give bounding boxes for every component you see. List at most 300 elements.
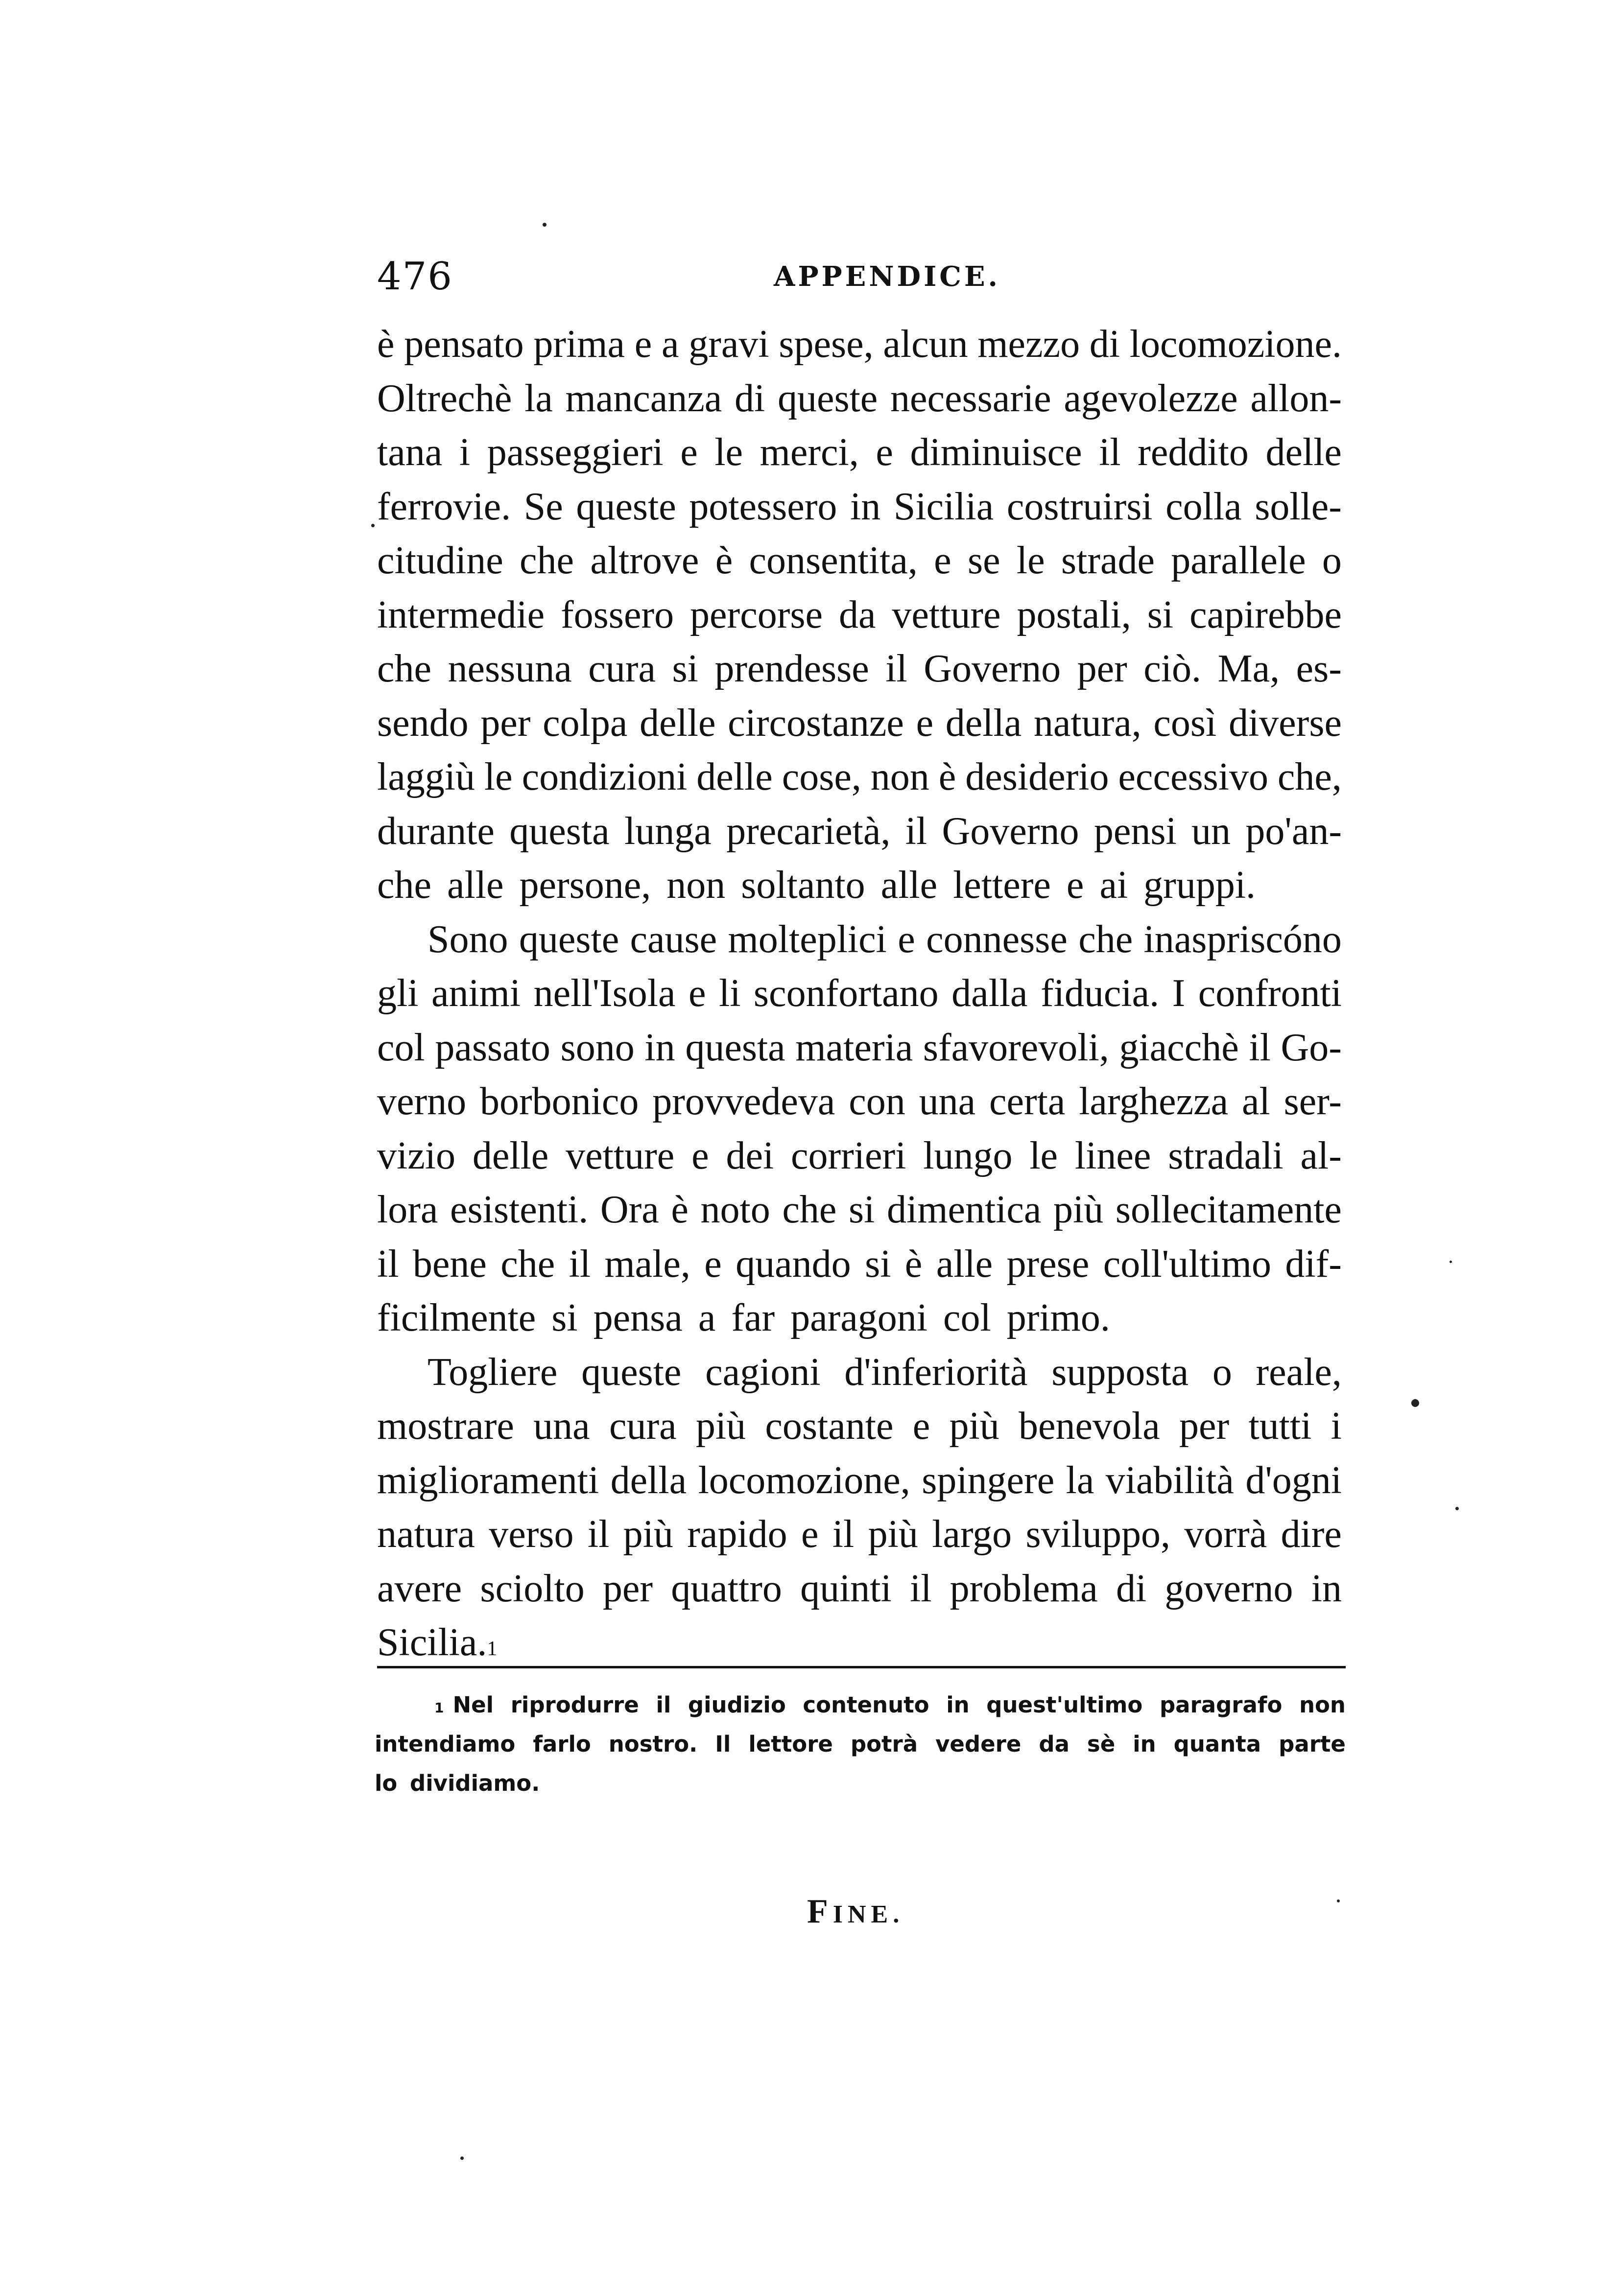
word: al	[1242, 1080, 1270, 1123]
word: dimentica	[886, 1188, 1042, 1231]
word: delle	[640, 701, 716, 745]
word: di	[1116, 1567, 1147, 1610]
word: tutti	[1248, 1405, 1312, 1448]
word: è	[938, 755, 956, 798]
text-line	[377, 534, 1342, 588]
word: e	[688, 972, 706, 1015]
word: da	[1039, 1731, 1069, 1757]
word: bene	[412, 1242, 487, 1286]
word: delle	[472, 1134, 549, 1177]
word: queste	[576, 485, 676, 528]
text-line	[377, 696, 1342, 750]
word: cura	[588, 647, 656, 690]
word: si	[849, 1188, 875, 1231]
word: sfavorevoli,	[923, 1026, 1109, 1069]
word: in	[850, 485, 881, 528]
word: verno	[377, 1080, 467, 1123]
word: sono	[560, 1026, 635, 1069]
word: questa	[685, 1026, 785, 1069]
word: parallele	[1171, 539, 1306, 582]
word: si	[865, 1242, 891, 1286]
word: noto	[700, 1188, 770, 1231]
word: sviluppo,	[1025, 1513, 1171, 1556]
word: farlo	[533, 1731, 591, 1757]
word: male,	[604, 1242, 690, 1286]
text-line	[377, 858, 1342, 913]
word: un	[1191, 809, 1231, 853]
word: costante	[765, 1405, 894, 1448]
word: mostrare	[377, 1405, 514, 1448]
body-text	[377, 317, 1342, 1670]
word: spingere	[922, 1458, 1055, 1502]
word: e	[934, 539, 951, 582]
word: borbonico	[480, 1080, 639, 1123]
footnote-line-start: 1 Nel	[434, 1686, 494, 1725]
word: sè	[1087, 1731, 1116, 1757]
word: i	[459, 431, 471, 474]
word: inaspriscóno	[1143, 917, 1342, 961]
word: lettore	[748, 1731, 833, 1757]
scan-speck	[460, 2156, 464, 2160]
word: Governo	[942, 809, 1079, 853]
word: primo.	[1006, 1296, 1110, 1339]
text-line	[377, 913, 1342, 967]
word: Se	[523, 485, 563, 528]
word: col	[377, 1026, 425, 1069]
word: pensa	[593, 1296, 698, 1339]
word: lo	[375, 1770, 410, 1796]
word: le	[1016, 539, 1045, 582]
word: dividiamo.	[410, 1770, 540, 1796]
word: diminuisce	[910, 431, 1082, 474]
word: il	[1099, 431, 1121, 474]
footnote	[375, 1686, 1346, 1803]
word: questa	[509, 809, 610, 853]
word: per	[602, 1567, 653, 1610]
footnote-rule	[377, 1666, 1346, 1668]
word: si	[1147, 593, 1174, 636]
text-line	[377, 1075, 1342, 1129]
word: quest'ultimo	[986, 1692, 1143, 1718]
word: che,	[1277, 755, 1342, 798]
word: prese	[1006, 1242, 1090, 1286]
end-mark	[807, 1887, 904, 1939]
word: po'an-	[1245, 809, 1342, 853]
scan-speck	[543, 223, 547, 227]
word: gli	[377, 972, 419, 1015]
word: confronti	[1198, 972, 1342, 1015]
word: lungo	[923, 1134, 1013, 1177]
word: materia	[795, 1026, 913, 1069]
word: Ma,	[1217, 647, 1280, 690]
word: giudizio	[688, 1692, 786, 1718]
word: e	[916, 701, 934, 745]
word: non	[1299, 1692, 1346, 1718]
word: più	[868, 1513, 918, 1556]
footnote-line	[375, 1686, 1346, 1725]
end-mark-rest: INE.	[832, 1900, 904, 1928]
word: reale,	[1256, 1350, 1342, 1394]
word: Il	[715, 1731, 731, 1757]
text-line	[377, 317, 1342, 372]
word: lettere	[953, 864, 1067, 907]
word: consentita,	[749, 539, 918, 582]
footnote-line	[375, 1764, 1346, 1803]
word: precarietà,	[726, 809, 891, 853]
text-line	[377, 966, 1342, 1021]
word: pensi	[1093, 809, 1177, 853]
word: per	[480, 701, 531, 745]
word: prendesse	[714, 647, 869, 690]
word: parte	[1279, 1731, 1346, 1757]
word: e	[876, 431, 893, 474]
word: più	[623, 1513, 673, 1556]
word: mezzo	[977, 323, 1080, 366]
text-line	[377, 480, 1342, 534]
word: gruppi.	[1143, 864, 1256, 907]
word: Ora	[600, 1188, 659, 1231]
word: viabilità	[1105, 1458, 1234, 1502]
word: governo	[1164, 1567, 1293, 1610]
word: è	[715, 539, 733, 582]
word: I	[1172, 972, 1186, 1015]
text-line	[377, 750, 1342, 804]
word: e	[704, 1242, 722, 1286]
word: e	[912, 1405, 930, 1448]
word: passeggieri	[487, 431, 664, 474]
word: nell'Isola	[533, 972, 676, 1015]
word: avere	[377, 1567, 462, 1610]
word: o	[1212, 1350, 1232, 1394]
word: locomozione.	[1129, 323, 1342, 366]
word: stradali	[1168, 1134, 1283, 1177]
word: persone,	[519, 864, 667, 907]
word: fiducia.	[1041, 972, 1160, 1015]
word: costruirsi	[1006, 485, 1153, 528]
word: eccessivo	[1118, 755, 1268, 798]
word: percorse	[690, 593, 823, 636]
word: paragrafo	[1159, 1692, 1283, 1718]
word: a	[661, 323, 679, 366]
word: miglioramenti	[377, 1458, 599, 1502]
word: vedere	[935, 1731, 1022, 1757]
word: Sono	[428, 917, 508, 961]
word: alle	[880, 864, 953, 907]
word: giacchè	[1119, 1026, 1239, 1069]
word: con	[849, 1080, 905, 1123]
word: in	[1311, 1567, 1342, 1610]
word: così	[1153, 701, 1217, 745]
word: far	[731, 1296, 791, 1339]
word: d'inferiorità	[844, 1350, 1028, 1394]
word: li	[718, 972, 741, 1015]
word: quinti	[800, 1567, 892, 1610]
word: connesse	[926, 917, 1068, 961]
word: intermedie	[377, 593, 545, 636]
word: i	[1331, 1405, 1342, 1448]
word: in	[946, 1692, 970, 1718]
word: riprodurre	[510, 1692, 639, 1718]
word: condizioni	[522, 755, 688, 798]
word: e	[634, 323, 652, 366]
word: e	[680, 431, 698, 474]
word: gravi	[689, 323, 769, 366]
word: dalla	[951, 972, 1028, 1015]
word: sollecitamente	[1115, 1188, 1342, 1231]
word: non	[666, 864, 741, 907]
word: dei	[726, 1134, 774, 1177]
word: queste	[519, 917, 619, 961]
text-line	[377, 804, 1342, 859]
word: cagioni	[705, 1350, 821, 1394]
word: queste	[777, 376, 878, 420]
word: queste	[581, 1350, 682, 1394]
text-line	[377, 588, 1342, 642]
word: più	[695, 1405, 746, 1448]
word: colla	[1165, 485, 1242, 528]
word: della	[610, 1458, 687, 1502]
word: reddito	[1138, 431, 1249, 474]
word: laggiù	[377, 755, 475, 798]
word: quando	[736, 1242, 851, 1286]
word: il	[569, 1242, 591, 1286]
word: cause	[630, 917, 717, 961]
word: capirebbe	[1189, 593, 1342, 636]
word: solle-	[1255, 485, 1342, 528]
word: cose,	[782, 755, 861, 798]
word: che	[377, 647, 432, 690]
word: diverse	[1228, 701, 1342, 745]
word: la	[524, 376, 553, 420]
word: lunga	[624, 809, 712, 853]
word: sciolto	[480, 1567, 585, 1610]
scan-speck	[1411, 1399, 1419, 1407]
word: Go-	[1281, 1026, 1342, 1069]
word: da	[838, 593, 876, 636]
word: di	[1089, 323, 1120, 366]
word: supposta	[1051, 1350, 1189, 1394]
word: è	[671, 1188, 689, 1231]
word: il	[656, 1692, 671, 1718]
text-line	[377, 372, 1342, 426]
word: esistenti.	[450, 1188, 589, 1231]
word: tana	[377, 431, 443, 474]
word: il	[587, 1513, 610, 1556]
word: in	[644, 1026, 675, 1069]
word: circostanze	[728, 701, 904, 745]
word: o	[1322, 539, 1342, 582]
text-line	[377, 1021, 1342, 1075]
word: ficilmente	[377, 1296, 552, 1339]
word: se	[967, 539, 1000, 582]
word: allon-	[1250, 376, 1342, 420]
word: e	[691, 1134, 709, 1177]
word: il	[885, 647, 907, 690]
word: alle	[447, 864, 520, 907]
word: soltanto	[741, 864, 881, 907]
word: strade	[1061, 539, 1155, 582]
running-head: APPENDICE.	[774, 260, 1001, 293]
text-line	[377, 1507, 1342, 1562]
text-line	[377, 1345, 1342, 1400]
word: Sicilia.	[377, 1621, 487, 1664]
word: natura,	[1033, 701, 1141, 745]
word: lora	[377, 1188, 438, 1231]
word: il	[377, 1242, 399, 1286]
word: mancanza	[565, 376, 722, 420]
word: natura	[377, 1513, 475, 1556]
word: fossero	[561, 593, 674, 636]
word: le	[714, 431, 743, 474]
word: vorrà	[1184, 1513, 1267, 1556]
word: delle	[696, 755, 773, 798]
word: citudine	[377, 539, 503, 582]
word: pensato	[404, 323, 524, 366]
word: più	[949, 1405, 999, 1448]
text-line	[377, 1129, 1342, 1183]
word: problema	[950, 1567, 1098, 1610]
word: ferrovie.	[377, 485, 511, 528]
word: animi	[431, 972, 521, 1015]
word: delle	[1265, 431, 1342, 474]
end-mark-initial: F	[807, 1893, 833, 1930]
text-line	[377, 642, 1342, 696]
word: per	[1077, 647, 1127, 690]
page-header	[377, 252, 1342, 301]
word: è	[904, 1242, 923, 1286]
word: contenuto	[803, 1692, 929, 1718]
word: nessuna	[448, 647, 572, 690]
word: e	[801, 1513, 819, 1556]
word: es-	[1296, 647, 1342, 690]
word: merci,	[760, 431, 859, 474]
word: si	[672, 647, 698, 690]
word: durante	[377, 809, 495, 853]
word: desiderio	[965, 755, 1109, 798]
scan-speck	[1450, 1261, 1452, 1263]
word: Oltrechè	[377, 376, 512, 420]
word: in	[1133, 1731, 1156, 1757]
word: prima	[533, 323, 625, 366]
word: linee	[1074, 1134, 1151, 1177]
word: a	[698, 1296, 732, 1339]
word: e	[1066, 864, 1100, 907]
word: benevola	[1019, 1405, 1160, 1448]
word: che	[500, 1242, 555, 1286]
word: certa	[989, 1080, 1066, 1123]
word: che	[377, 864, 448, 907]
word: che	[782, 1188, 837, 1231]
word: potrà	[850, 1731, 918, 1757]
text-line	[377, 425, 1342, 480]
text-line	[377, 1399, 1342, 1453]
word: cura	[609, 1405, 677, 1448]
word: ai	[1099, 864, 1144, 907]
word: sendo	[377, 701, 469, 745]
word: le	[1029, 1134, 1058, 1177]
word: ciò.	[1143, 647, 1202, 690]
word: vetture	[566, 1134, 675, 1177]
word: della	[945, 701, 1022, 745]
word: locomozione,	[698, 1458, 910, 1502]
word: vizio	[377, 1134, 455, 1177]
word: sconfortano	[753, 972, 939, 1015]
word: Governo	[924, 647, 1061, 690]
word: corrieri	[791, 1134, 906, 1177]
text-line	[377, 1562, 1342, 1616]
page-number: 476	[377, 255, 453, 299]
word: alle	[936, 1242, 993, 1286]
scan-speck	[371, 524, 375, 527]
word: si	[551, 1296, 594, 1339]
word: al-	[1300, 1134, 1342, 1177]
word: spese,	[779, 323, 874, 366]
word: per	[1179, 1405, 1230, 1448]
text-line	[377, 1453, 1342, 1508]
text-line	[377, 1291, 1342, 1345]
word: più	[1053, 1188, 1104, 1231]
word: verso	[489, 1513, 574, 1556]
word: una	[533, 1405, 590, 1448]
word: Togliere	[428, 1350, 558, 1394]
word: il	[909, 1567, 932, 1610]
word: il	[905, 809, 927, 853]
word: coll'ultimo	[1103, 1242, 1271, 1286]
word: d'ogni	[1245, 1458, 1342, 1502]
word: nostro.	[608, 1731, 698, 1757]
word: passato	[435, 1026, 550, 1069]
word: intendiamo	[375, 1731, 516, 1757]
word: è	[377, 323, 395, 366]
word: la	[1066, 1458, 1094, 1502]
word: Sicilia	[893, 485, 994, 528]
word: il	[832, 1513, 855, 1556]
word: colpa	[543, 701, 628, 745]
word: larghezza	[1079, 1080, 1229, 1123]
word: che	[520, 539, 574, 582]
word: col	[943, 1296, 1007, 1339]
word: ser-	[1283, 1080, 1342, 1123]
word: quattro	[671, 1567, 782, 1610]
word: Nel	[452, 1692, 494, 1718]
word: rapido	[687, 1513, 787, 1556]
text-line: Sicilia. 1	[377, 1616, 1342, 1670]
word: vetture	[892, 593, 1001, 636]
word: provvedeva	[652, 1080, 835, 1123]
word: agevolezze	[1064, 376, 1238, 420]
word: molteplici	[728, 917, 887, 961]
text-line	[377, 1183, 1342, 1237]
word: necessarie	[890, 376, 1051, 420]
word: potessero	[689, 485, 837, 528]
word: largo	[932, 1513, 1012, 1556]
word: postali,	[1017, 593, 1131, 636]
footnote-line	[375, 1725, 1346, 1764]
word: di	[735, 376, 765, 420]
word: quanta	[1173, 1731, 1261, 1757]
word: e	[898, 917, 915, 961]
text-line	[377, 1237, 1342, 1291]
word: il	[1249, 1026, 1271, 1069]
word: alcun	[883, 323, 968, 366]
word: una	[919, 1080, 976, 1123]
scan-speck	[1455, 1507, 1459, 1510]
word: dif-	[1285, 1242, 1342, 1286]
word: non	[870, 755, 929, 798]
word: paragoni	[790, 1296, 944, 1339]
word: le	[484, 755, 513, 798]
word: altrove	[590, 539, 699, 582]
